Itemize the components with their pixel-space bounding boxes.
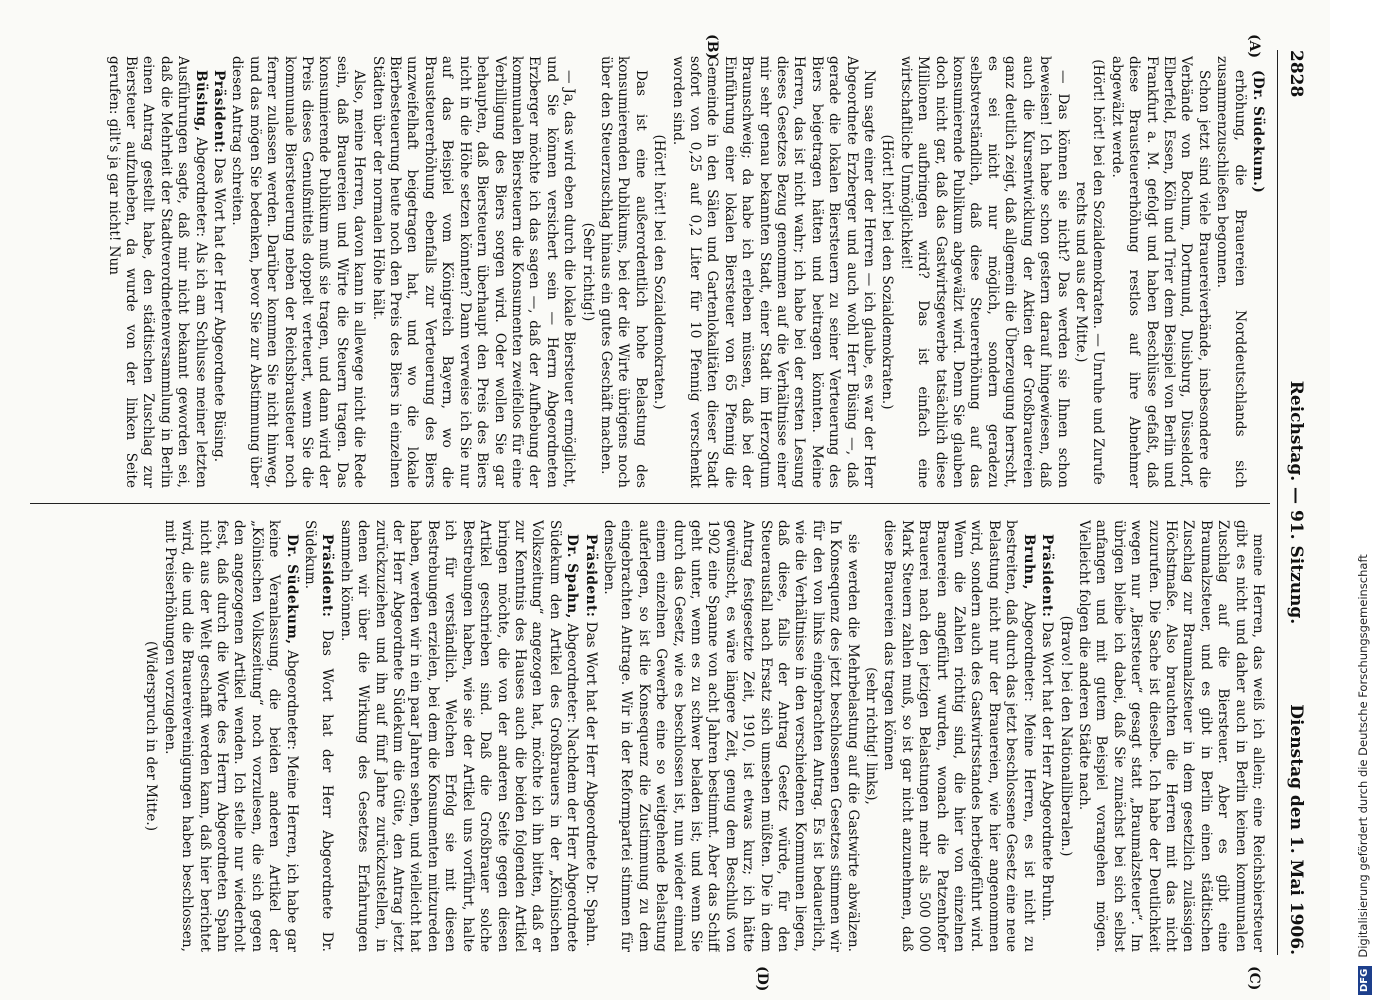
margin-marker-b: (B) [704, 34, 720, 60]
speaker-name: Dr. Spahn, [564, 534, 581, 619]
paragraph [160, 520, 299, 952]
paragraph-text: (sehr richtig! links), [863, 667, 880, 805]
page-title: Reichstag. — 91. Sitzung. [1286, 380, 1306, 625]
paragraph-text: Abgeordneter: Meine Herren, es ist nicht zu bestreiten, daß durch das jetzt beschlossene Gesetz eine neue Belastung nicht nur der Brauereien, wie hier angenommen wird, sondern auch des Gastwirtsstandes herbeigeführt wird. Wenn die Zahlen richtig sind, die hier von einzelnen Brauereien angeführt wurden, wonach die Patzenhofer Brauerei nach den jetzigen Belastungen mehr als 500 000 Mark Steuern zahlen muß, so ist gar nicht anzunehmen, daß diese Brauereien das tragen können [881, 520, 1037, 952]
paragraph-text: (Bravo! bei den Nationalliberalen.) [1057, 615, 1074, 857]
paragraph-text: — Ja, das wird eben durch die lokale Biersteuer ermöglicht, und Sie können versichert sein — Herrn Abgeordneten Erzberger möchte ich das sagen —, daß der Aufhebung der kommunalen Biersteuern die Konsumenten zweifellos für eine Verbilligung des Biers sorgen wird. Oder wollen Sie gar behaupten, daß Biersteuern überhaupt den Preis des Biers nicht in die Höhe setzen könnten? Dann verweise ich Sie nur auf das Beispiel vom Königreich Bayern, wo die Brausteuererhöhung ebenfalls zur Verteuerung des Biers unzweifelhaft beigetragen hat, und wo die lokale Bierbesteuerung heute noch den Preis des Biers in einzelnen Städten über der normalen Höhe hält. [369, 56, 578, 488]
paragraph-text: (Hört! hört! bei den Sozialdemokraten.) [879, 134, 896, 410]
speaker-name: Präsident: [1039, 534, 1056, 618]
speaker-name: Bruhn, [1020, 534, 1037, 591]
paragraph-text: — Das können sie nicht? Das werden sie Ihnen schon beweisen! Ich habe schon gestern darauf hingewiesen, daß auch die Kursentwicklung der Aktien der Großbrauereien ganz deutlich zeigt, daß allgemein die Überzeugung herrscht, es sei nicht nur möglich, sondern geradezu selbstverständlich, daß diese Steuererhöhung auf das konsumierende Publikum abgewälzt wird. Denn Sie glauben doch nicht gar, daß das Gastwirtsgewerbe tatsächlich diese Millionen aufbringen wird? Das ist einfach eine wirtschaftliche Unmöglichkeit! [897, 56, 1071, 488]
interjection [650, 56, 667, 488]
paragraph [1075, 520, 1266, 952]
paragraph [581, 520, 598, 952]
paragraph-text: sie werden die Mehrbelastung auf die Gastwirte abwälzen. In Konsequenz des jetzt beschlossenen Gesetzes stimmen wir für den von links eingebrachten Antrag. Es ist bedauerlich, wie die Verhältnisse in den verschiedenen Kommunen liegen, daß diese, falls der Antrag Gesetz würde, für den Steuerausfall nach Ersatz sich umsehen müßten. Die in dem Antrag festgesetzte Zeit, 1910, ist etwas kurz; ich hätte gewünscht, es wäre längere Zeit, genug dem Beschluß von 1902 eine Spanne von acht Jahren bestimmt. Aber das Schiff geht unter, wenn es zu schwer beladen ist; und wenn Sie durch das Gesetz, wie es beschlossen ist, nun wieder einmal einem einzelnen Gewerbe eine so weitgehende Belastung auferlegen, so ist die Konsequenz die Zustimmung zu dem eingebrachten Antrage. Wir in der Reformpartei stimmen für denselben. [600, 520, 861, 952]
paragraph-text: Nun sagte einer der Herren — ich glaube, es war der Herr Abgeordnete Erzberger und auch wohl Herr Büsing —, daß gerade die lokalen Biersteuern zu seiner Verteuerung des Biers beigetragen hätten und beitragen könnten. Meine Herren, das ist nicht wahr; ich habe bei der ersten Lesung dieses Gesetzes Bezug genommen auf die Verhältnisse einer mir sehr genau bekannten Stadt, einer Stadt im Herzogtum Braunschweig; da habe ich erleben müssen, daß bei der Einführung einer lokalen Biersteuer von 65 Pfennig die Gemeinde in den Sälen und Gartenlokalitäten dieser Stadt sofort von 0,25 auf 0,2 Liter für 10 Pfennig verschenkt worden sind. [669, 56, 878, 488]
speaker-name: (Dr. Südekum.) [1250, 70, 1266, 194]
page-date: Dienstag den 1. Mai 1906. [1286, 704, 1306, 955]
header-rule [1277, 50, 1278, 955]
paragraph [104, 56, 208, 488]
text-column-left [36, 56, 1266, 488]
paragraph-text: Das Wort hat der Herr Abgeordnete Dr. Südekum. [302, 520, 336, 952]
paragraph-text: (Hört! hört! bei den Sozialdemokraten.) [651, 134, 668, 410]
paragraph-text: Schon jetzt sind viele Brauereiverbände, insbesondere die Verbände von Bochum, Dortmund, Duisburg, Düsseldorf, Elberfeld, Essen, Köln und Trier dem Beispiel von Berlin und Frankfurt a. M. gefolgt und haben Beschlüsse gefaßt, daß diese Brausteuererhöhung restlos auf ihre Abnehmer abgewälzt werde. [1108, 56, 1212, 488]
speaker-name: Büsing, [192, 70, 209, 132]
paragraph [600, 520, 861, 952]
interjection [878, 56, 895, 488]
dfg-logo: DFG [1358, 966, 1372, 995]
page-header [1280, 50, 1310, 955]
paragraph-text: (Sehr richtig!) [579, 222, 596, 322]
paragraph [896, 56, 1070, 488]
paragraph-text: Das ist eine außerordentlich hohe Belastung des konsumierenden Publikums, bei der die Wirte übrigens noch über den Steuerzuschlag hinaus ein gutes Geschäft machen. [597, 56, 649, 488]
paragraph [880, 520, 1037, 952]
digitization-credit [1346, 0, 1382, 1000]
paragraph [368, 56, 577, 488]
paragraph [301, 520, 336, 952]
paragraph-text: meine Herren, das weiß ich allein; eine Reichsbiersteuer gibt es nicht und daher auch in Berlin keinen kommunalen Zuschlag auf die Biersteuer. Aber es gibt eine Braumalzsteuer, und es gibt in Berlin einen städtischen Zuschlag zur Braumalzsteuer in dem gesetzlich zulässigen Höchstmaße. Also brauchten die Herren mit das nicht zuzurufen. Die Sache ist dieselbe. Ich habe der Deutlichkeit wegen nur „Biersteuer“ gesagt statt „Braumalzsteuer“. Im übrigen bleibe ich dabei, daß Sie zunächst bei sich selbst anfangen und mit gutem Beispiel vorangehen mögen. Vielleicht folgen die anderen Städte nach. [1075, 520, 1266, 952]
speaker-name: Präsident: [211, 70, 228, 154]
paragraph [1213, 56, 1248, 488]
paragraph [336, 520, 580, 952]
column-divider [30, 503, 1270, 504]
paragraph-text: Abgeordneter: Meine Herren, ich habe gar keine Veranlassung, die beiden anderen Artikel der „Kölnischen Volkszeitung“ noch vorzulesen, die sich gegen den angezogenen Artikel wenden. Ich stelle nur wiederholt fest, daß durch die Worte des Herrn Abgeordneten Spahn nicht aus der Welt geschafft werden kann, daß hier berichtet wird, die und die Brauereivereinigungen haben beschlossen, mit Preiserhöhungen vorzugehen. [161, 520, 300, 952]
paragraph [1107, 56, 1211, 488]
paragraph-text: Das Wort hat der Herr Abgeordnete Bruhn. [1039, 621, 1056, 922]
paragraph-text: Das Wort hat der Herr Abgeordnete Dr. Spahn. [582, 621, 599, 947]
interjection [142, 520, 159, 952]
interjection [1056, 520, 1073, 952]
paragraph-text: (Hört! hört! bei den Sozialdemokraten. — Unruhe und Zurufe rechts und aus der Mitte.) [1072, 59, 1107, 485]
paragraph [668, 56, 877, 488]
interjection [862, 520, 879, 952]
paragraph-text: Abgeordneter: Als ich am Schlusse meiner letzten Ausführungen sagte, daß mir nicht bekannt geworden sei, daß die Mehrheit der Stadtverordnetenversammlung in Berlin einen Antrag gestellt habe, den städtischen Zuschlag zur Biersteuer aufzuheben, da wurde von der linken Seite gerufen: gilt's ja gar nicht! Nun [105, 56, 209, 488]
paragraph-text: (Widerspruch in der Mitte.) [143, 640, 160, 832]
paragraph [210, 56, 227, 488]
margin-marker-a: (A) [1246, 34, 1262, 59]
credit-text: Digitalisierung gefördert durch die Deutsche Forschungsgemeinschaft [1356, 554, 1370, 958]
margin-marker-c: (C) [1246, 966, 1262, 991]
speaker-name: Präsident: [582, 534, 599, 618]
paragraph [1249, 56, 1266, 488]
margin-marker-d: (D) [754, 966, 770, 992]
interjection [578, 56, 595, 488]
paragraph-text: erhöhung, die Brauereien Norddeutschlands sich zusammenzuschließen begonnen. [1214, 56, 1248, 488]
paragraph [597, 56, 649, 488]
paragraph [1038, 520, 1055, 952]
speaker-name: Dr. Südekum, [283, 534, 300, 645]
page-number: 2828 [1286, 50, 1306, 98]
credit-line [1352, 0, 1383, 995]
speaker-name: Präsident: [319, 534, 336, 618]
text-column-right [36, 520, 1266, 952]
paragraph-text: Abgeordneter: Nachdem der Herr Abgeordnete Südekum den Artikel des Großbrauers in der „Kölnischen Volkszeitung“ angezogen hat, möchte ich ihn bitten, daß er zur Kenntnis des Hauses auch die beiden folgenden Artikel bringen möchte, die von der anderen Seite gegen diesen Artikel geschrieben sind. Daß die Großbrauer solche Bestrebungen haben, wie sie der Artikel uns vorführt, halte ich für verständlich. Welchen Erfolg sie mit diesen Bestrebungen erzielen, bei dem die Konsumenten mitzureden haben, werden wir in ein paar Jahren sehen, und vielleicht hat der Herr Abgeordnete Südekum die Güte, den Antrag jetzt zurückzuziehen und ihn auf fünf Jahre zurückzustellen, in denen wir über die Wirkung des Gesetzes Erfahrungen sammeln können. [337, 520, 581, 952]
paragraph-text: Also, meine Herren, davon kann in allewege nicht die Rede sein, daß Brauereien und Wirte die Steuern tragen. Das konsumierende Publikum muß sie tragen, und dann wird der Preis dieses Genußmittels doppelt verteuert, wenn Sie die kommunale Biersteuerung neben der Reichsbrausteuer noch ferner zulassen werden. Darüber kommen Sie nicht hinweg, und das mögen Sie bedenken, bevor Sie zur Abstimmung über diesen Antrag schreiten. [229, 56, 368, 488]
paragraph [228, 56, 367, 488]
paragraph-text: Das Wort hat der Herr Abgeordnete Büsing. [211, 157, 228, 463]
interjection [1072, 56, 1107, 488]
